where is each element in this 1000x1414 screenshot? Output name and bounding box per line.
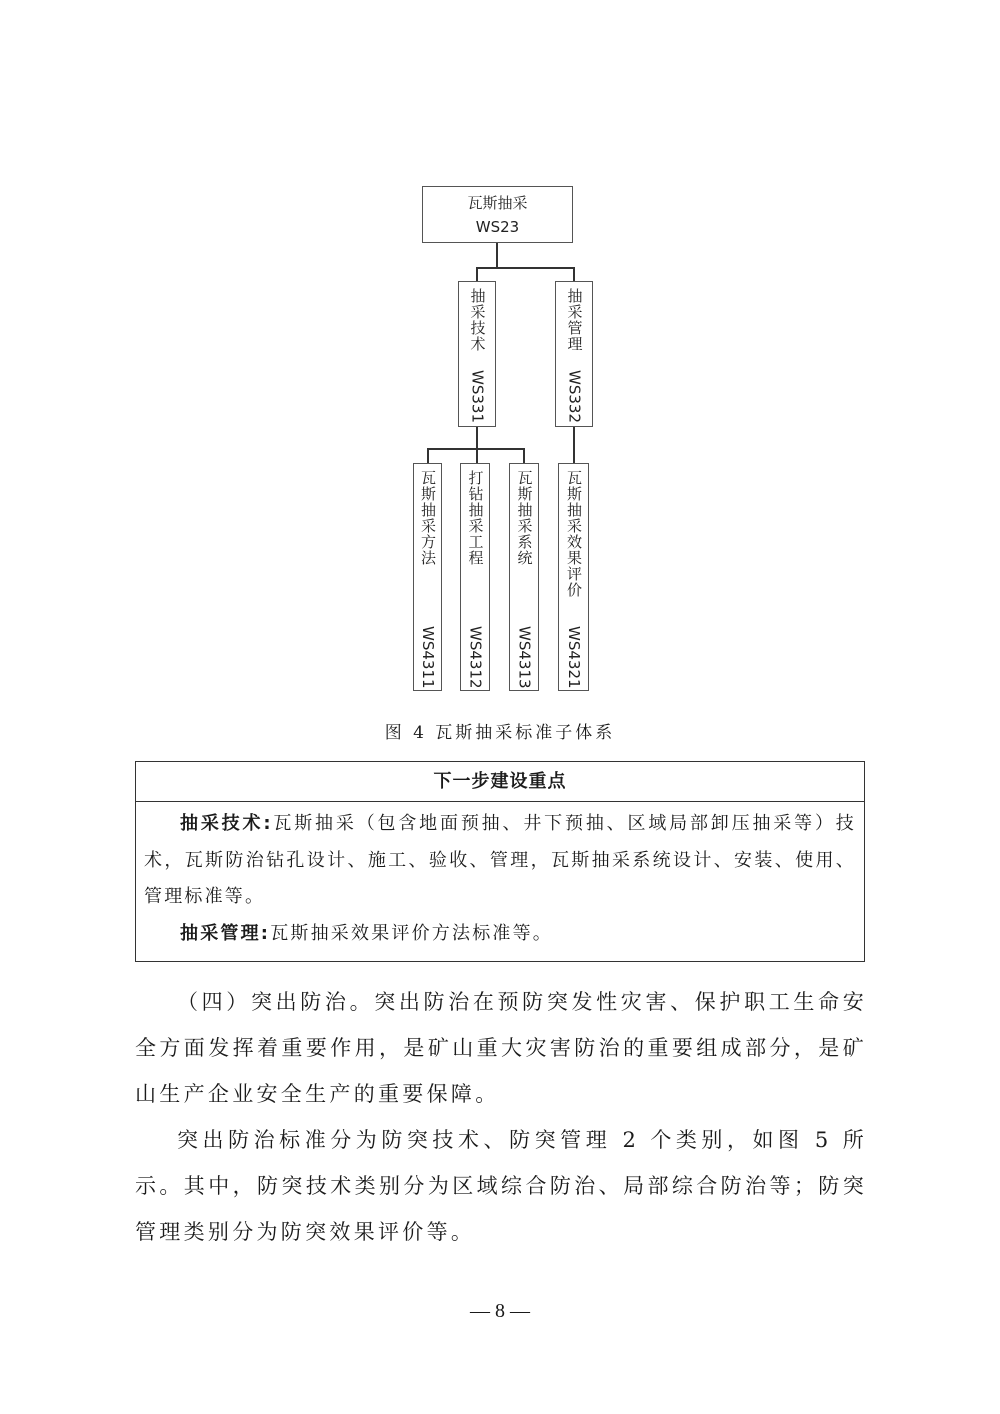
row-label: 抽采管理: bbox=[180, 922, 271, 944]
connector bbox=[476, 448, 478, 463]
connector bbox=[476, 267, 574, 269]
node-title: 瓦斯抽采系统 bbox=[515, 470, 534, 566]
diagram-node-level3 bbox=[509, 463, 539, 691]
table-body bbox=[136, 802, 864, 952]
node-code: WS4321 bbox=[565, 626, 583, 689]
connector bbox=[476, 427, 478, 449]
node-code: WS4311 bbox=[419, 626, 437, 689]
diagram-node-level2 bbox=[458, 281, 496, 427]
diagram-root-node bbox=[422, 186, 573, 243]
paragraph: （四）突出防治。突出防治在预防突发性灾害、保护职工生命安全方面发挥着重要作用，是矿山重大灾害防治的重要组成部分，是矿山生产企业安全生产的重要保障。 bbox=[135, 990, 867, 1106]
table-header: 下一步建设重点 bbox=[136, 762, 864, 802]
connector bbox=[476, 267, 478, 281]
table-row bbox=[144, 916, 856, 953]
diagram-node-level2 bbox=[555, 281, 593, 427]
row-label: 抽采技术: bbox=[180, 813, 273, 834]
node-title: 抽采技术 bbox=[468, 288, 487, 352]
node-code: WS332 bbox=[565, 370, 584, 423]
figure-caption: 图 4 瓦斯抽采标准子体系 bbox=[384, 723, 616, 743]
row-text: 瓦斯抽采（包含地面预抽、井下预抽、区域局部卸压抽采等）技术，瓦斯防治钻孔设计、施工、验收、管理，瓦斯抽采系统设计、安装、使用、管理标准等。 bbox=[144, 813, 856, 907]
key-points-table bbox=[135, 761, 865, 962]
diagram-node-level3 bbox=[460, 463, 490, 691]
connector bbox=[523, 448, 525, 463]
diagram-node-level3 bbox=[413, 463, 442, 691]
connector bbox=[496, 243, 498, 268]
paragraph: 突出防治标准分为防突技术、防突管理 2 个类别，如图 5 所示。其中，防突技术类别分为区域综合防治、局部综合防治等；防突管理类别分为防突效果评价等。 bbox=[135, 1128, 867, 1244]
node-code: WS23 bbox=[475, 217, 520, 236]
node-code: WS331 bbox=[468, 370, 487, 423]
row-text: 瓦斯抽采效果评价方法标准等。 bbox=[270, 922, 554, 944]
node-code: WS4313 bbox=[515, 626, 534, 689]
body-text bbox=[135, 979, 867, 1255]
node-title: 瓦斯抽采方法 bbox=[419, 470, 437, 566]
connector bbox=[573, 267, 575, 281]
connector bbox=[573, 427, 575, 463]
diagram-node-level3 bbox=[558, 463, 589, 691]
node-title: 瓦斯抽采 bbox=[467, 193, 528, 212]
table-row bbox=[144, 806, 856, 916]
node-title: 抽采管理 bbox=[565, 288, 584, 352]
connector bbox=[427, 448, 429, 463]
node-title: 瓦斯抽采效果评价 bbox=[565, 470, 583, 598]
node-code: WS4312 bbox=[466, 626, 485, 689]
page-number: — 8 — bbox=[470, 1300, 530, 1322]
node-title: 打钻抽采工程 bbox=[466, 470, 485, 566]
